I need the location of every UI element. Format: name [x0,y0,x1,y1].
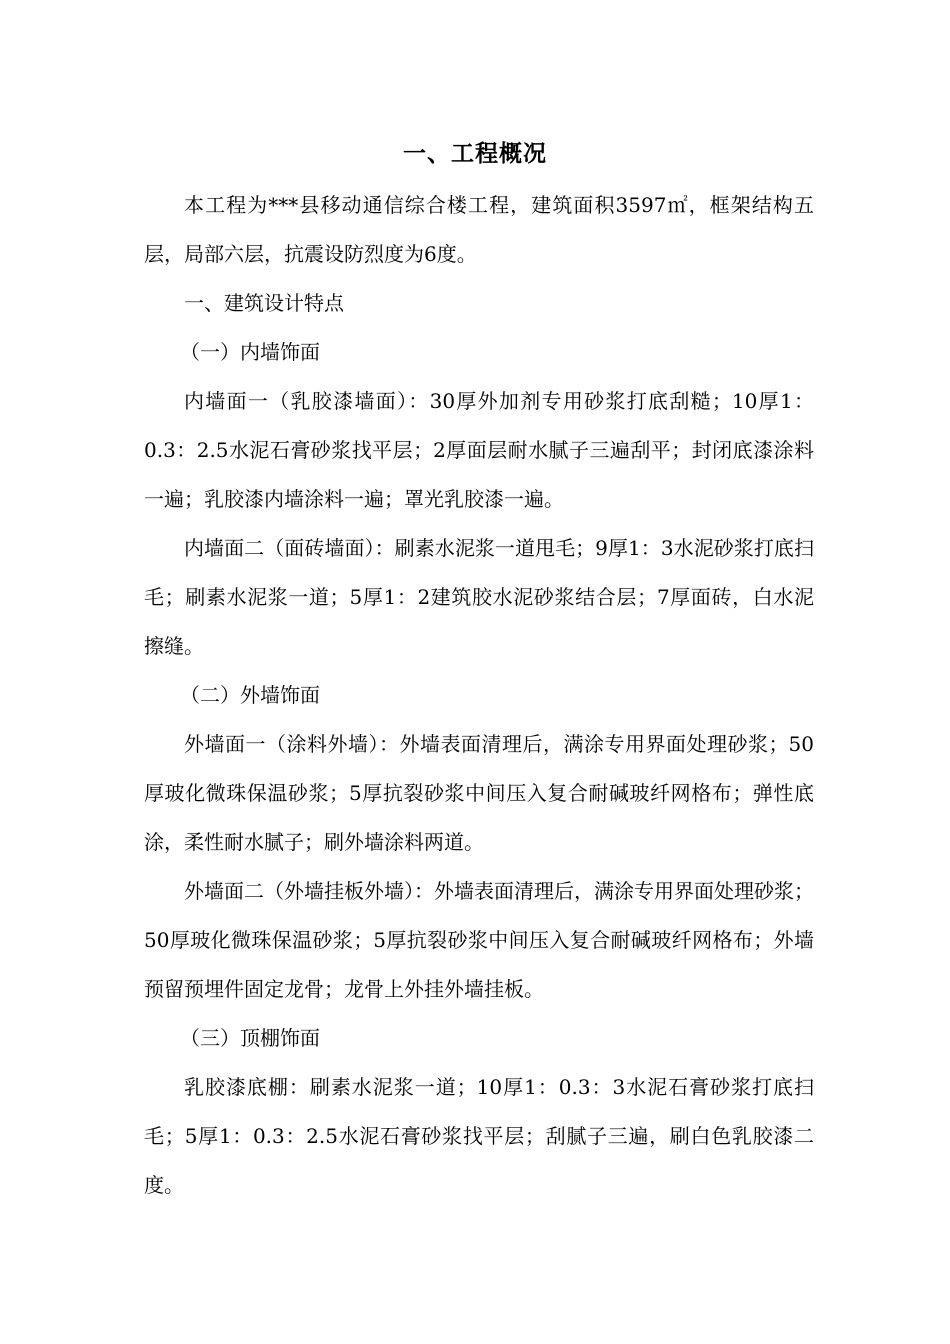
subsection-heading-exterior-wall: （二）外墙饰面 [180,683,320,707]
page-title: 一、工程概况 [403,141,547,167]
ceiling-paragraph-1: 乳胶漆底棚：刷素水泥浆一道；10厚1：0.3：3水泥石膏砂浆打底扫毛；5厚1：0.3：2.5水泥石膏砂浆找平层；刮腻子三遍，刷白色乳胶漆二度。 [144,1075,814,1197]
section-heading-architecture: 一、建筑设计特点 [184,291,344,315]
interior-wall-paragraph-1: 内墙面一（乳胶漆墙面）：30厚外加剂专用砂浆打底刮糙；10厚1：0.3：2.5水泥石膏砂浆找平层；2厚面层耐水腻子三遍刮平；封闭底漆涂料一遍；乳胶漆内墙涂料一遍；罩光乳胶漆一遍。 [144,389,814,511]
intro-paragraph: 本工程为***县移动通信综合楼工程，建筑面积3597㎡，框架结构五层，局部六层，抗震设防烈度为6度。 [144,193,814,266]
exterior-wall-paragraph-1: 外墙面一（涂料外墙）：外墙表面清理后，满涂专用界面处理砂浆；50厚玻化微珠保温砂浆；5厚抗裂砂浆中间压入复合耐碱玻纤网格布；弹性底涂，柔性耐水腻子；刷外墙涂料两道。 [144,732,814,854]
interior-wall-paragraph-2: 内墙面二（面砖墙面）：刷素水泥浆一道甩毛；9厚1：3水泥砂浆打底扫毛；刷素水泥浆一道；5厚1：2建筑胶水泥砂浆结合层；7厚面砖，白水泥擦缝。 [144,536,814,658]
subsection-heading-ceiling: （三）顶棚饰面 [180,1026,320,1050]
exterior-wall-paragraph-2: 外墙面二（外墙挂板外墙）：外墙表面清理后，满涂专用界面处理砂浆；50厚玻化微珠保温砂浆；5厚抗裂砂浆中间压入复合耐碱玻纤网格布；外墙预留预埋件固定龙骨；龙骨上外挂外墙挂板。 [144,879,814,1001]
document-body [144,181,814,1210]
subsection-heading-interior-wall: （一）内墙饰面 [180,340,320,364]
